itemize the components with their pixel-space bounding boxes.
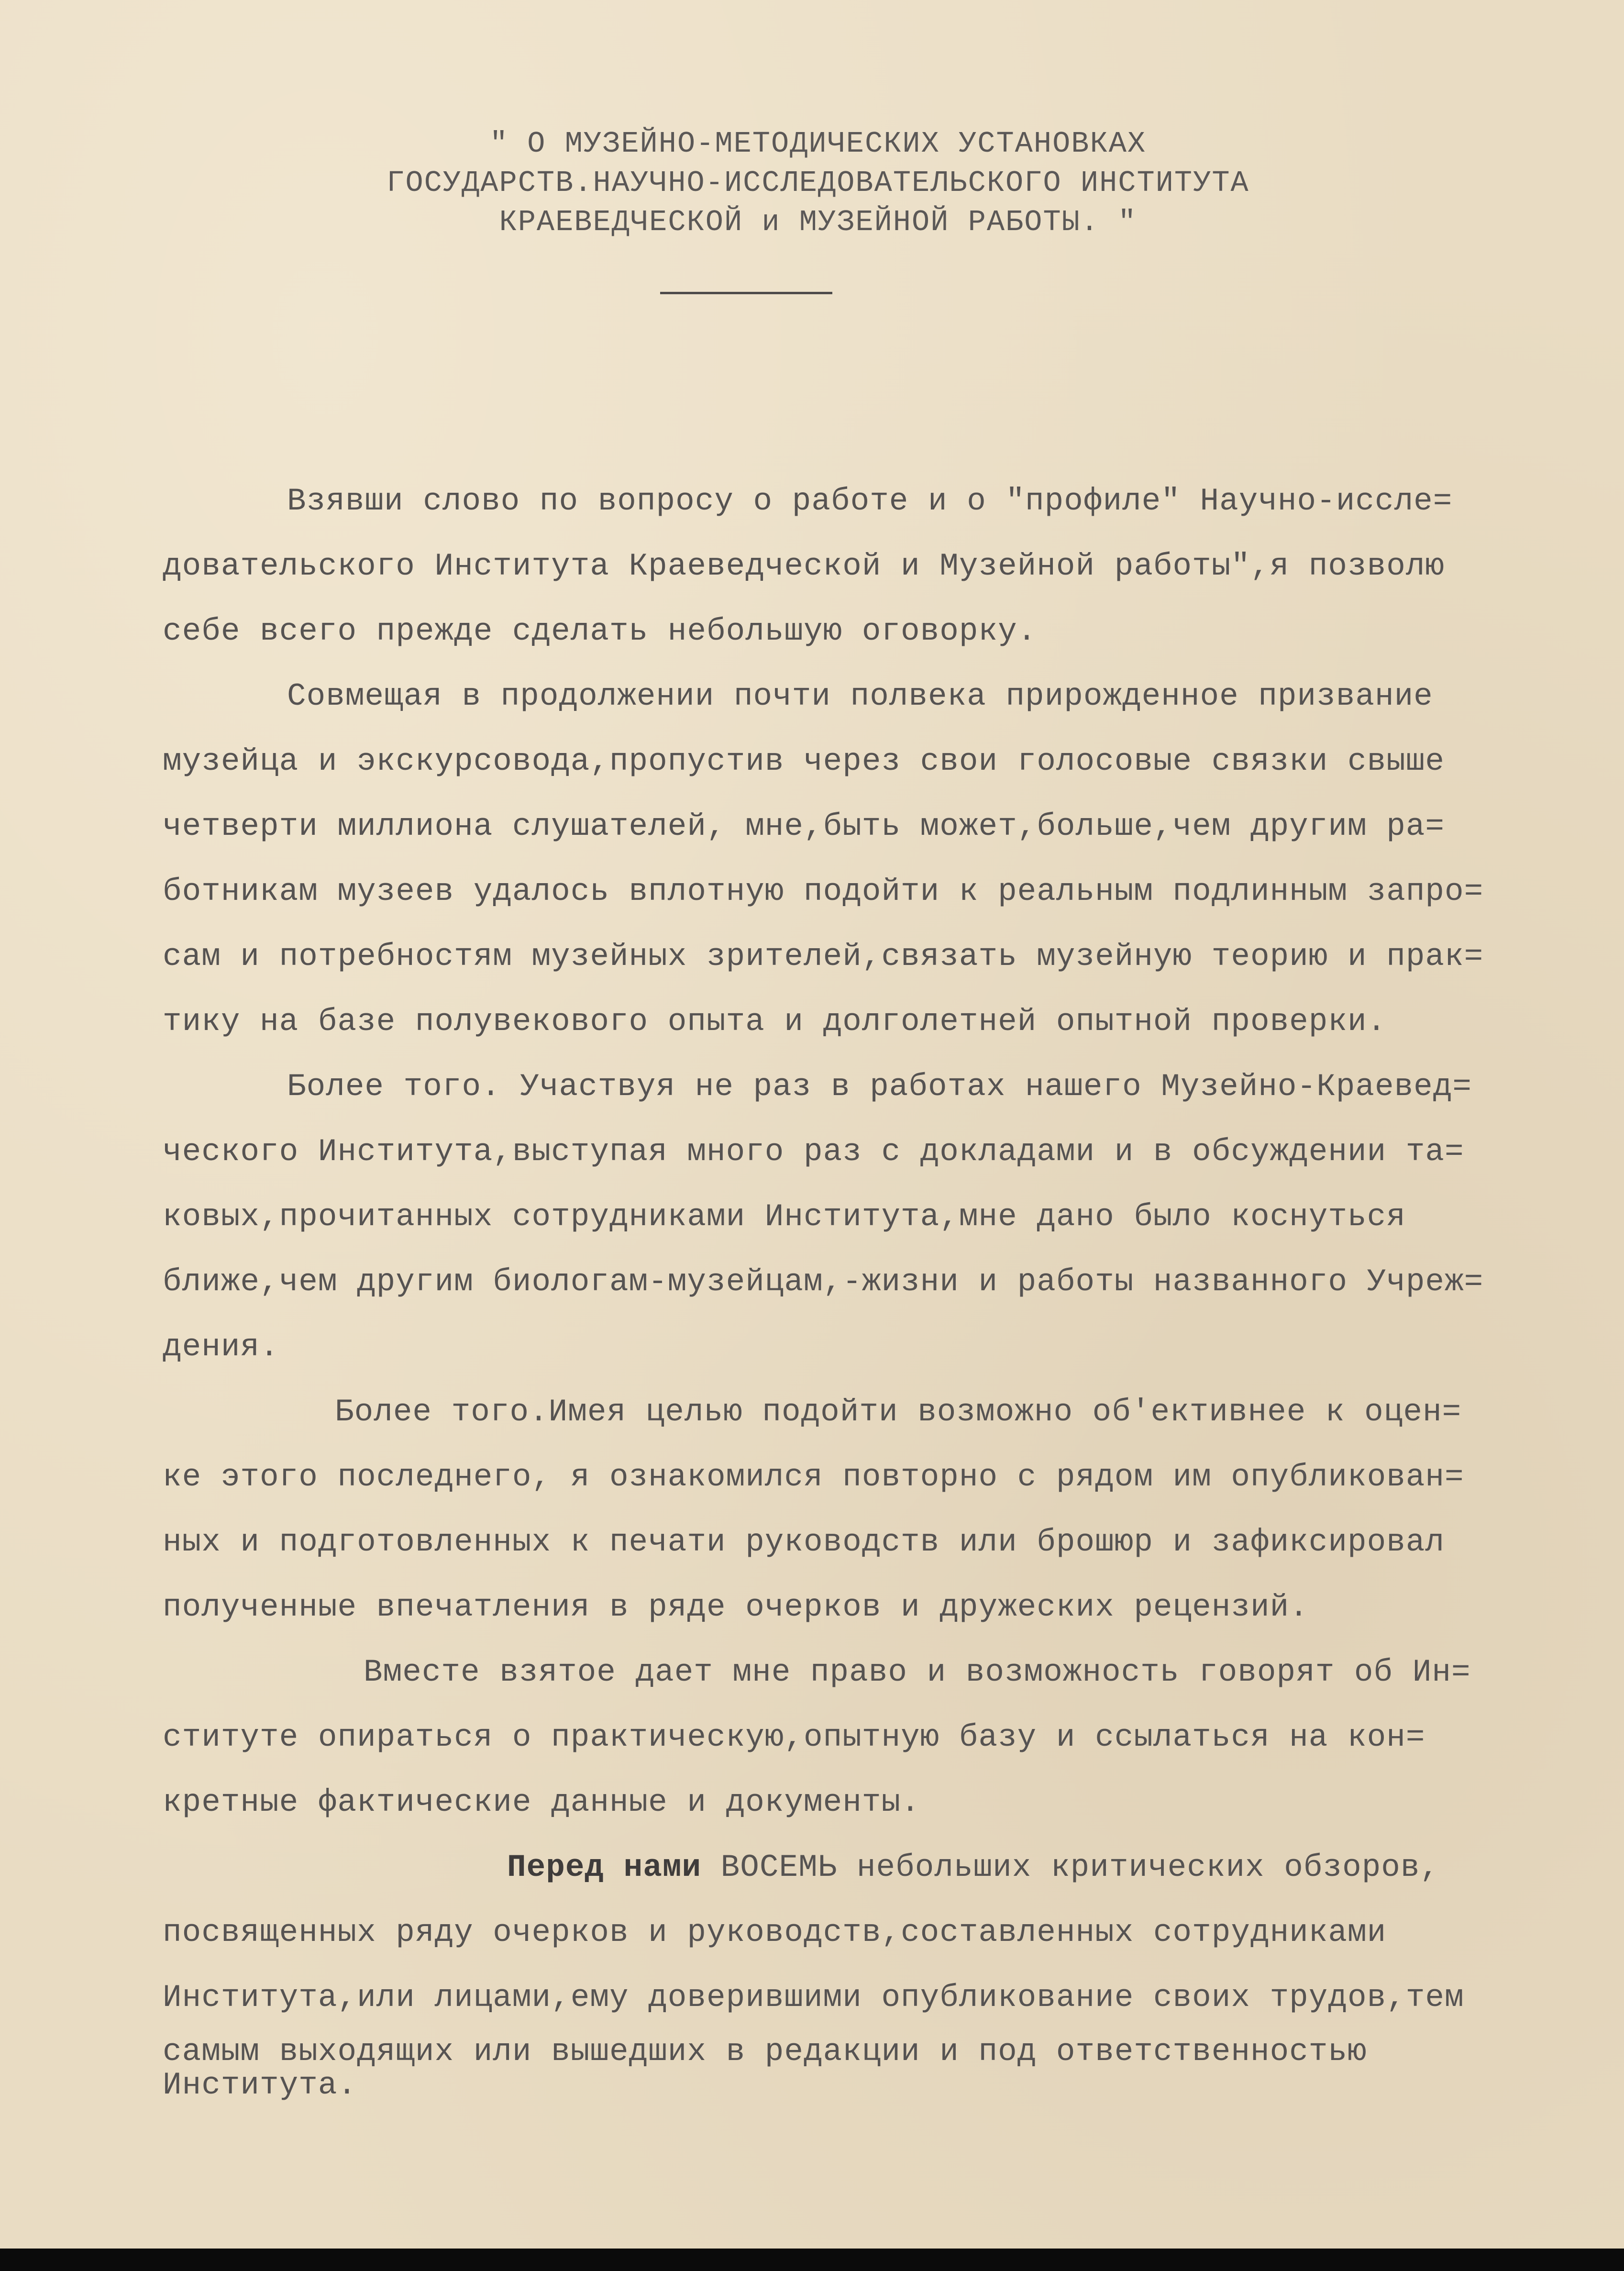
text-line: полученные впечатления в ряде очерков и дружеских рецензий. <box>163 1589 1309 1625</box>
text-line: кретные фактические данные и документы. <box>163 1784 920 1820</box>
text-line: Вместе взятое дает мне право и возможность говорят об Ин= <box>364 1654 1471 1690</box>
text-line: посвященных ряду очерков и руководств,составленных сотрудниками <box>163 1915 1387 1950</box>
text-line: ближе,чем другим биологам-музейцам,-жизни и работы названного Учреж= <box>163 1264 1484 1300</box>
text-line: Института. <box>163 2067 357 2103</box>
text-line: себе всего прежде сделать небольшую оговорку. <box>163 613 1037 649</box>
text-line: ковых,прочитанных сотрудниками Института,мне дано было коснуться <box>163 1199 1406 1235</box>
text-line: ке этого последнего, я ознакомился повторно с рядом им опубликован= <box>163 1459 1464 1495</box>
text-line: Более того. Участвуя не раз в работах нашего Музейно-Краевед= <box>287 1069 1472 1105</box>
text-line: ботникам музеев удалось вплотную подойти к реальным подлинным запро= <box>163 874 1484 909</box>
scan-bottom-edge <box>0 2249 1624 2271</box>
text-line: самым выходящих или вышедших в редакции и под ответственностью <box>163 2034 1367 2070</box>
title-line-3: КРАЕВЕДЧЕСКОЙ и МУЗЕЙНОЙ РАБОТЫ. " <box>499 205 1137 239</box>
text-line: ституте опираться о практическую,опытную базу и ссылаться на кон= <box>163 1719 1425 1755</box>
text-line: тику на базе полувекового опыта и долголетней опытной проверки. <box>163 1004 1387 1040</box>
text-line: Взявши слово по вопросу о работе и о "профиле" Научно-иссле= <box>287 483 1453 519</box>
text-line: сам и потребностям музейных зрителей,связать музейную теорию и прак= <box>163 939 1484 975</box>
emphasis-text: Перед нами <box>507 1850 702 1885</box>
text-line: ных и подготовленных к печати руководств или брошюр и зафиксировал <box>163 1524 1445 1560</box>
document-body <box>163 469 1588 2102</box>
title-line-1: " О МУЗЕЙНО-МЕТОДИЧЕСКИХ УСТАНОВКАХ <box>489 127 1147 161</box>
text-line: Совмещая в продолжении почти полвека прирожденное призвание <box>287 678 1433 714</box>
text-line: четверти миллиона слушателей, мне,быть может,больше,чем другим ра= <box>163 809 1445 844</box>
text-line <box>163 1835 1588 1900</box>
title-line-2: ГОСУДАРСТВ.НАУЧНО-ИССЛЕДОВАТЕЛЬСКОГО ИНСТИТУТА <box>387 166 1249 200</box>
text-line: музейца и экскурсовода,пропустив через свои голосовые связки свыше <box>163 743 1445 779</box>
text-line: Более того.Имея целью подойти возможно об'ективнее к оцен= <box>335 1394 1462 1430</box>
text-fragment: ВОСЕМЬ небольших критических обзоров, <box>701 1850 1440 1885</box>
text-line: ческого Института,выступая много раз с докладами и в обсуждении та= <box>163 1134 1464 1170</box>
title-underline <box>660 292 832 294</box>
text-line: дения. <box>163 1329 279 1365</box>
text-line: Института,или лицами,ему доверившими опубликование своих трудов,тем <box>163 1980 1464 2016</box>
text-line: довательского Института Краеведческой и Музейной работы",я позволю <box>163 548 1445 584</box>
document-title <box>316 124 1320 242</box>
